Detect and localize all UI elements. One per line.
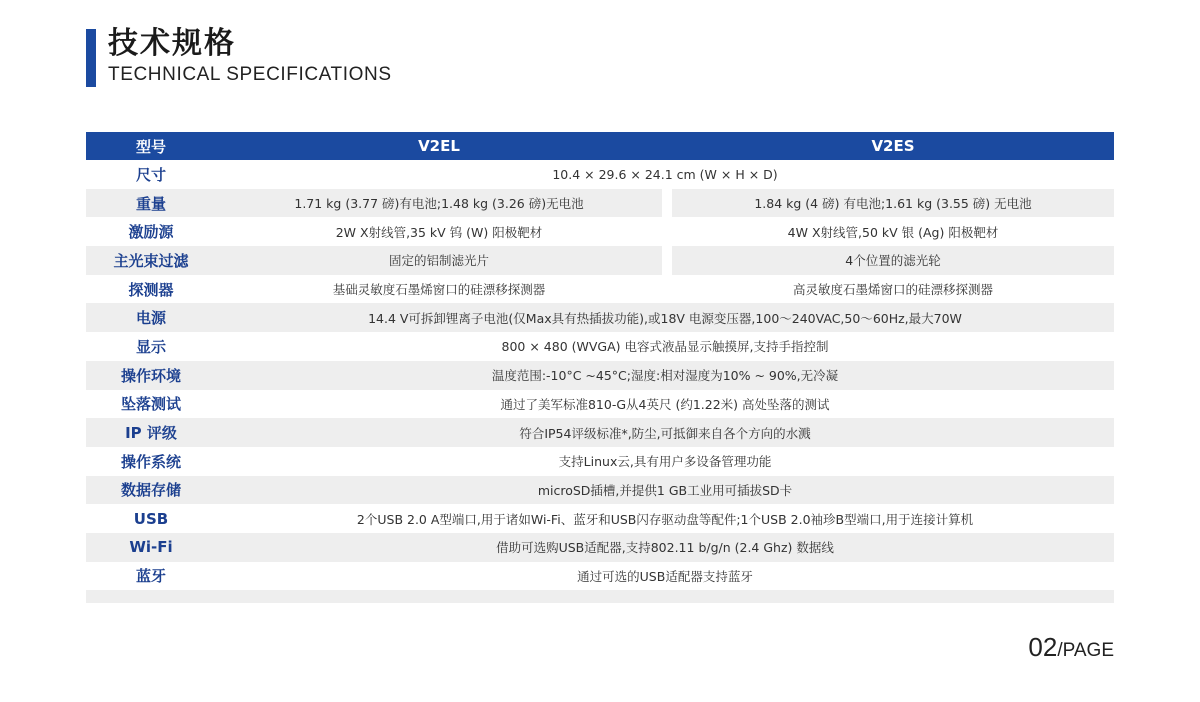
row-value: 10.4 × 29.6 × 24.1 cm (W × H × D) — [552, 166, 778, 182]
row-label: 坠落测试 — [120, 395, 181, 414]
row-label: Wi-Fi — [129, 538, 173, 557]
table-row — [86, 189, 1114, 218]
row-label: 重量 — [86, 189, 216, 218]
table-row — [86, 361, 1114, 390]
row-value-v2es: 4个位置的滤光轮 — [672, 246, 1114, 275]
title-accent-bar — [86, 29, 96, 87]
table-row — [86, 533, 1114, 562]
page-number-value: 02 — [1028, 632, 1058, 662]
page-title: 技术规格 — [108, 26, 236, 61]
table-row — [86, 246, 1114, 275]
table-row — [86, 447, 1114, 476]
header-model-label: 型号 — [135, 137, 166, 156]
row-value: 借助可选购USB适配器,支持802.11 b/g/n (2.4 Ghz) 数据线 — [496, 540, 834, 556]
page-subtitle: TECHNICAL SPECIFICATIONS — [108, 64, 392, 85]
row-value: 800 × 480 (WVGA) 电容式液晶显示触摸屏,支持手指控制 — [501, 339, 829, 355]
row-label: 激励源 — [128, 223, 174, 242]
table-footer-band — [86, 590, 1114, 603]
row-value: 通过了美军标准810-G从4英尺 (约1.22米) 高处坠落的测试 — [500, 396, 830, 412]
row-value-v2el: 2W X射线管,35 kV 钨 (W) 阳极靶材 — [335, 224, 543, 240]
row-label: 主光束过滤 — [86, 246, 216, 275]
row-label: IP 评级 — [125, 424, 177, 443]
table-row — [86, 390, 1114, 419]
row-value: 符合IP54评级标准*,防尘,可抵御来自各个方向的水溅 — [519, 425, 811, 441]
row-value: 14.4 V可拆卸锂离子电池(仅Max具有热插拔功能),或18V 电源变压器,100～240VAC,50～60Hz,最大70W — [368, 310, 962, 326]
row-label: 操作系统 — [120, 452, 181, 471]
table-row — [86, 160, 1114, 189]
header-model-v2es: V2ES — [871, 137, 915, 155]
table-row — [86, 332, 1114, 361]
header-model-v2el: V2EL — [418, 137, 460, 155]
page-number — [1028, 632, 1114, 663]
table-row — [86, 275, 1114, 304]
row-label: 显示 — [135, 337, 166, 356]
table-header-row — [86, 132, 1114, 160]
row-label: 探测器 — [128, 280, 174, 299]
row-value-v2es: 4W X射线管,50 kV 银 (Ag) 阳极靶材 — [787, 224, 999, 240]
row-label: 操作环境 — [120, 366, 181, 385]
table-row — [86, 217, 1114, 246]
table-row — [86, 504, 1114, 533]
row-value-v2es: 高灵敏度石墨烯窗口的硅漂移探测器 — [792, 282, 993, 298]
row-value-v2es: 1.84 kg (4 磅) 有电池;1.61 kg (3.55 磅) 无电池 — [672, 189, 1114, 218]
row-label: USB — [133, 509, 169, 528]
row-label: 数据存储 — [120, 481, 181, 500]
row-label: 电源 — [135, 309, 166, 328]
row-value: 2个USB 2.0 A型端口,用于诸如Wi-Fi、蓝牙和USB闪存驱动盘等配件;1个USB 2.0袖珍B型端口,用于连接计算机 — [356, 511, 974, 527]
row-value: 支持Linux云,具有用户多设备管理功能 — [558, 454, 772, 470]
spec-table — [86, 132, 1114, 603]
row-label: 尺寸 — [135, 165, 166, 184]
row-value-v2el: 基础灵敏度石墨烯窗口的硅漂移探测器 — [332, 282, 546, 298]
table-row — [86, 562, 1114, 591]
row-value: 通过可选的USB适配器支持蓝牙 — [577, 568, 753, 584]
page-number-unit: /PAGE — [1057, 640, 1114, 661]
row-label: 蓝牙 — [135, 567, 166, 586]
row-value: microSD插槽,并提供1 GB工业用可插拔SD卡 — [537, 482, 793, 498]
table-row — [86, 476, 1114, 505]
table-row — [86, 418, 1114, 447]
row-value-v2el: 1.71 kg (3.77 磅)有电池;1.48 kg (3.26 磅)无电池 — [216, 189, 662, 218]
table-row — [86, 303, 1114, 332]
row-value-v2el: 固定的铝制滤光片 — [216, 246, 662, 275]
row-value: 温度范围:-10°C ~45°C;湿度:相对湿度为10% ~ 90%,无冷凝 — [491, 368, 839, 384]
